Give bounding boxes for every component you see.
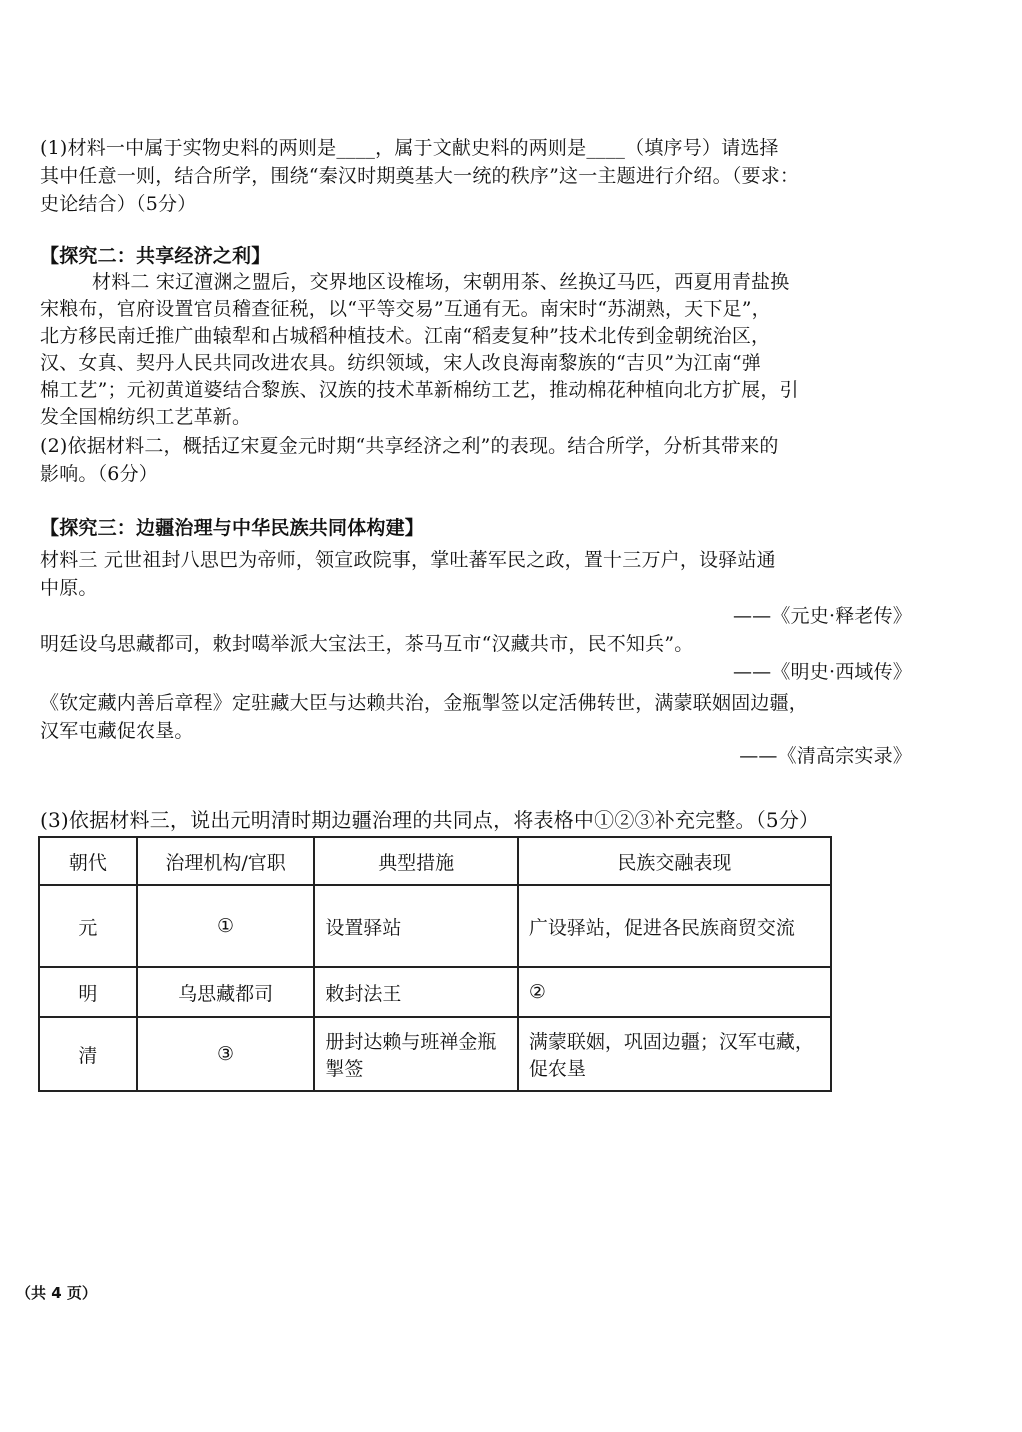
table-cell: 明 bbox=[39, 967, 137, 1017]
table-cell: ① bbox=[137, 885, 315, 967]
material2-line: 棉工艺”；元初黄道婆结合黎族、汉族的技术革新棉纺工艺，推动棉花种植向北方扩展，引 bbox=[40, 379, 799, 401]
table-cell: 敕封法王 bbox=[314, 967, 517, 1017]
table-cell: 清 bbox=[39, 1017, 137, 1091]
table-cell: ③ bbox=[137, 1017, 315, 1091]
table-row bbox=[39, 967, 831, 1017]
table-header: 民族交融表现 bbox=[518, 837, 831, 885]
q1-line-1: (1)材料一中属于实物史料的两则是____，属于文献史料的两则是____（填序号）请选择 bbox=[40, 137, 779, 159]
table-cell: 元 bbox=[39, 885, 137, 967]
q1-line-3: 史论结合）（5分） bbox=[40, 193, 197, 215]
table-row bbox=[39, 1017, 831, 1091]
material3-ming: 明廷设乌思藏都司，敕封噶举派大宝法王，茶马互市“汉藏共市，民不知兵”。 bbox=[40, 633, 694, 655]
q2-line-2: 影响。（6分） bbox=[40, 463, 158, 485]
table-cell: 设置驿站 bbox=[314, 885, 517, 967]
table-header: 朝代 bbox=[39, 837, 137, 885]
material3-yuan-line-1: 材料三 元世祖封八思巴为帝师，领宣政院事，掌吐蕃军民之政，置十三万户，设驿站通 bbox=[40, 549, 776, 571]
q3-prompt: (3)依据材料三，说出元明清时期边疆治理的共同点，将表格中①②③补充完整。（5分） bbox=[40, 808, 820, 832]
material2-line: 汉、女真、契丹人民共同改进农具。纺织领域，宋人改良海南黎族的“吉贝”为江南“弹 bbox=[40, 352, 761, 374]
material3-yuan-line-2: 中原。 bbox=[40, 577, 98, 599]
source-yuan: ——《元史·释老传》 bbox=[732, 605, 912, 627]
section2-heading: 【探究二：共享经济之利】 bbox=[40, 245, 271, 267]
table-cell: 满蒙联姻，巩固边疆；汉军屯藏，促农垦 bbox=[518, 1017, 831, 1091]
table-cell: 广设驿站，促进各民族商贸交流 bbox=[518, 885, 831, 967]
governance-table bbox=[38, 836, 832, 1092]
material2-line: 宋粮布，官府设置官员稽查征税，以“平等交易”互通有无。南宋时“苏湖熟，天下足”， bbox=[40, 298, 771, 320]
table-header-row bbox=[39, 837, 831, 885]
table-cell: 册封达赖与班禅金瓶掣签 bbox=[314, 1017, 517, 1091]
material2-line: 材料二 宋辽澶渊之盟后，交界地区设榷场，宋朝用茶、丝换辽马匹，西夏用青盐换 bbox=[92, 271, 790, 293]
material2-line: 北方移民南迁推广曲辕犁和占城稻种植技术。江南“稻麦复种”技术北传到金朝统治区， bbox=[40, 325, 771, 347]
material3-qing-line-2: 汉军屯藏促农垦。 bbox=[40, 720, 194, 742]
q1-line-2: 其中任意一则，结合所学，围绕“秦汉时期奠基大一统的秩序”这一主题进行介绍。（要求： bbox=[40, 165, 800, 187]
q2-line-1: (2)依据材料二，概括辽宋夏金元时期“共享经济之利”的表现。结合所学，分析其带来的 bbox=[40, 435, 779, 457]
table-cell: 乌思藏都司 bbox=[137, 967, 315, 1017]
section3-heading: 【探究三：边疆治理与中华民族共同体构建】 bbox=[40, 517, 425, 539]
material3-qing-line-1: 《钦定藏内善后章程》定驻藏大臣与达赖共治，金瓶掣签以定活佛转世，满蒙联姻固边疆， bbox=[40, 692, 809, 714]
table-row bbox=[39, 885, 831, 967]
table-header: 治理机构/官职 bbox=[137, 837, 315, 885]
material2-line: 发全国棉纺织工艺革新。 bbox=[40, 406, 252, 428]
table-header: 典型措施 bbox=[314, 837, 517, 885]
page-count: （共 4 页） bbox=[16, 1284, 97, 1302]
source-ming: ——《明史·西域传》 bbox=[732, 661, 912, 683]
source-qing: ——《清高宗实录》 bbox=[739, 745, 912, 767]
table-cell: ② bbox=[518, 967, 831, 1017]
